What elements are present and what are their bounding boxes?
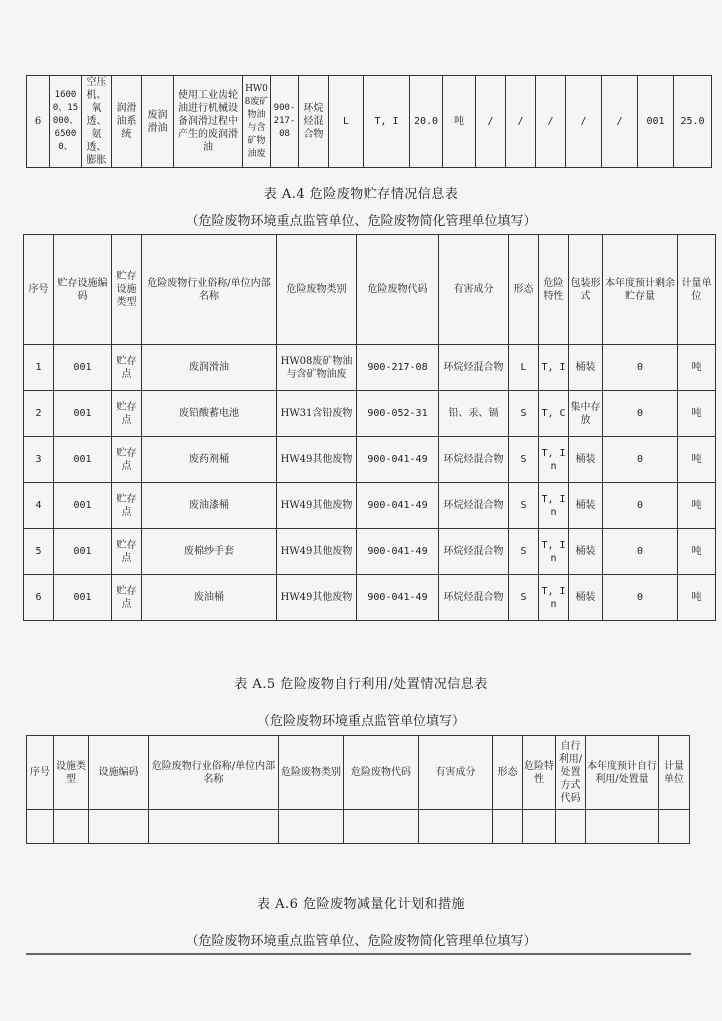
cell-type: 贮存点	[112, 345, 142, 391]
cell-type: 贮存点	[112, 483, 142, 529]
table-a4-title: 表 A.4 危险废物贮存情况信息表	[263, 187, 459, 202]
cell-code: 001	[54, 345, 112, 391]
cell-source: 空压机、氧透、氨透、膨胀	[82, 76, 112, 168]
col-header: 危险废物行业俗称/单位内部名称	[142, 235, 277, 345]
col-header: 包装形式	[569, 235, 603, 345]
table-row-empty	[27, 810, 690, 844]
col-header: 贮存设施编码	[54, 235, 112, 345]
cell-pack: 桶装	[569, 575, 603, 621]
table-a4-subtitle: （危险废物环境重点监管单位、危险废物简化管理单位填写）	[185, 214, 537, 229]
cell-hazard: 环烷烃混合物	[299, 76, 329, 168]
table-a6-title: 表 A.6 危险废物减量化计划和措施	[256, 897, 466, 912]
cell-cat: HW31含铅废物	[277, 391, 357, 437]
cell-code: 001	[54, 391, 112, 437]
table-row	[24, 345, 716, 391]
col-header: 贮存设施类型	[112, 235, 142, 345]
cell-name: 废油漆桶	[142, 483, 277, 529]
cell-unit: 吨	[678, 391, 716, 437]
cell-form: S	[509, 529, 539, 575]
cell-unit: 吨	[678, 345, 716, 391]
table-row	[24, 483, 716, 529]
cell-remain: 0	[603, 391, 678, 437]
cell-unit: 吨	[678, 575, 716, 621]
cell-cat: HW49其他废物	[277, 529, 357, 575]
cell-wcode: 900-041-49	[357, 575, 439, 621]
col-header: 危险特性	[523, 736, 556, 810]
table-a5-title: 表 A.5 危险废物自行利用/处置情况信息表	[234, 677, 488, 692]
cell-wcode: 900-217-08	[357, 345, 439, 391]
cell-hazard: 环烷烃混合物	[439, 529, 509, 575]
col-header: 本年度预计剩余贮存量	[603, 235, 678, 345]
cell-pack: 桶装	[569, 437, 603, 483]
cell-qty: 25.0	[674, 76, 712, 168]
cell-hazard: 环烷烃混合物	[439, 575, 509, 621]
cell-name: 废棉纱手套	[142, 529, 277, 575]
cell-form: S	[509, 483, 539, 529]
cell-name: 废润滑油	[142, 76, 174, 168]
cell-category: HW08废矿物油与含矿物油废	[243, 76, 271, 168]
col-header: 形态	[509, 235, 539, 345]
col-header: 危险特性	[539, 235, 569, 345]
cell-cat: HW49其他废物	[277, 437, 357, 483]
cell-cat: HW08废矿物油与含矿物油废	[277, 345, 357, 391]
cell-cat: HW49其他废物	[277, 483, 357, 529]
cell-pack: 桶装	[569, 483, 603, 529]
cell-hazard: 环烷烃混合物	[439, 345, 509, 391]
col-header: 自行利用/处置方式代码	[556, 736, 586, 810]
table-a6-subtitle: （危险废物环境重点监管单位、危险废物简化管理单位填写）	[185, 934, 537, 949]
cell-unit: 吨	[678, 483, 716, 529]
table-a4-body	[24, 345, 716, 621]
col-header: 危险废物行业俗称/单位内部名称	[149, 736, 279, 810]
cell-code: 001	[54, 575, 112, 621]
col-header: 危险废物类别	[279, 736, 344, 810]
table-a4	[23, 234, 716, 621]
cell-amount: 20.0	[410, 76, 443, 168]
cell-seq: 6	[24, 575, 54, 621]
cell-pack: 桶装	[569, 345, 603, 391]
cell-unit: 润滑油系统	[112, 76, 142, 168]
cell-cat: HW49其他废物	[277, 575, 357, 621]
header-row	[24, 235, 716, 345]
table-row	[24, 391, 716, 437]
cell-unit: 吨	[678, 529, 716, 575]
cell-slash: /	[476, 76, 506, 168]
cell-remain: 0	[603, 483, 678, 529]
cell-type: 贮存点	[112, 529, 142, 575]
cell-type: 贮存点	[112, 391, 142, 437]
cell-unit-measure: 吨	[443, 76, 476, 168]
cell-form: S	[509, 437, 539, 483]
cell-form: L	[329, 76, 364, 168]
table-row	[24, 575, 716, 621]
cell-name: 废铅酸蓄电池	[142, 391, 277, 437]
cell-prop: T, In	[539, 529, 569, 575]
table-row	[27, 76, 712, 168]
cell-seq: 4	[24, 483, 54, 529]
cell-name: 废药剂桶	[142, 437, 277, 483]
cell-seq: 3	[24, 437, 54, 483]
cell-pack: 桶装	[569, 529, 603, 575]
col-header: 序号	[24, 235, 54, 345]
table-a5-subtitle: （危险废物环境重点监管单位填写）	[256, 714, 465, 729]
cell-remain: 0	[603, 529, 678, 575]
cell-remain: 0	[603, 345, 678, 391]
cell-seq: 1	[24, 345, 54, 391]
cell-code: 001	[54, 483, 112, 529]
col-header: 危险废物代码	[357, 235, 439, 345]
cell-form: L	[509, 345, 539, 391]
cell-wcode: 900-052-31	[357, 391, 439, 437]
cell-slash: /	[566, 76, 602, 168]
cell-form: S	[509, 391, 539, 437]
cell-type: 贮存点	[112, 437, 142, 483]
cell-type: 贮存点	[112, 575, 142, 621]
cell-slash: /	[602, 76, 638, 168]
cell-desc: 使用工业齿轮油进行机械设备润滑过程中产生的废润滑油	[174, 76, 243, 168]
cell-wcode: 900-041-49	[357, 437, 439, 483]
col-header: 计量单位	[678, 235, 716, 345]
cell-prop: T, In	[539, 437, 569, 483]
table-row	[24, 529, 716, 575]
col-header: 设施编码	[89, 736, 149, 810]
table-a3-tail	[26, 75, 712, 168]
col-header: 形态	[493, 736, 523, 810]
cell-pack: 集中存放	[569, 391, 603, 437]
cell-site: 001	[638, 76, 674, 168]
cell-remain: 0	[603, 575, 678, 621]
table-row	[24, 437, 716, 483]
cell-property: T, I	[364, 76, 410, 168]
cell-name: 废润滑油	[142, 345, 277, 391]
cell-prop: T, In	[539, 575, 569, 621]
cell-prop: T, I	[539, 345, 569, 391]
cell-seq: 6	[27, 76, 50, 168]
table-a5	[26, 735, 690, 844]
cell-slash: /	[506, 76, 536, 168]
col-header: 有害成分	[439, 235, 509, 345]
cell-prop: T, In	[539, 483, 569, 529]
col-header: 计量单位	[659, 736, 690, 810]
cell-seq: 5	[24, 529, 54, 575]
col-header: 危险废物代码	[344, 736, 419, 810]
col-header: 危险废物类别	[277, 235, 357, 345]
cell-slash: /	[536, 76, 566, 168]
col-header: 有害成分	[419, 736, 493, 810]
cell-code: 900-217-08	[271, 76, 299, 168]
cell-hazard: 环烷烃混合物	[439, 483, 509, 529]
cell-capacity: 16000、15000、65000、	[50, 76, 82, 168]
cell-prop: T, C	[539, 391, 569, 437]
cell-hazard: 环烷烃混合物	[439, 437, 509, 483]
header-row	[27, 736, 690, 810]
cell-remain: 0	[603, 437, 678, 483]
cell-hazard: 铅、汞、镉	[439, 391, 509, 437]
cell-code: 001	[54, 437, 112, 483]
cell-wcode: 900-041-49	[357, 483, 439, 529]
col-header: 本年度预计自行利用/处置量	[586, 736, 659, 810]
cell-wcode: 900-041-49	[357, 529, 439, 575]
col-header: 设施类型	[54, 736, 89, 810]
col-header: 序号	[27, 736, 54, 810]
divider	[26, 953, 691, 955]
cell-name: 废油桶	[142, 575, 277, 621]
cell-form: S	[509, 575, 539, 621]
cell-seq: 2	[24, 391, 54, 437]
cell-unit: 吨	[678, 437, 716, 483]
cell-code: 001	[54, 529, 112, 575]
